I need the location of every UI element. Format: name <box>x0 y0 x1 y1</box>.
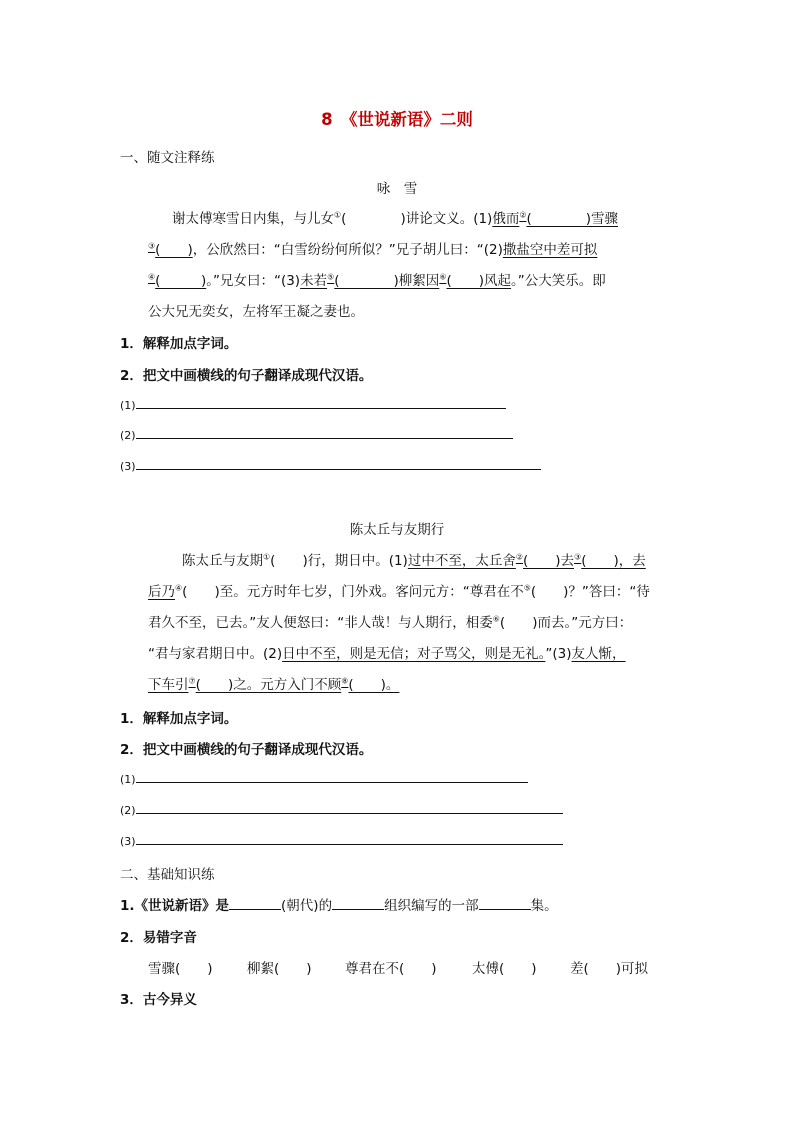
passage-line: 下车引⑦( )之。元方入门不顾⑧( )。 <box>148 676 400 693</box>
answer-line[interactable]: (2) <box>120 801 563 818</box>
passage-line: 谢太傅寒雪日内集，与儿女①( )讲论文义。(1)俄而②( )雪骤 <box>172 210 619 227</box>
passage-line: 公大兄无奕女，左将军王凝之妻也。 <box>148 304 364 320</box>
pronunciation-item: 柳絮( ) <box>247 961 312 977</box>
pronunciation-item: 太傅( ) <box>472 961 537 977</box>
pronunciation-item: 雪骤( ) <box>148 961 213 977</box>
question: 1．解释加点字词。 <box>120 336 238 352</box>
fill-blank[interactable] <box>332 897 384 910</box>
passage-line: ③( )，公欣然曰：“白雪纷纷何所似？”兄子胡儿曰：“(2)撒盐空中差可拟 <box>148 241 598 258</box>
question: 2．把文中画横线的句子翻译成现代汉语。 <box>120 742 373 758</box>
answer-line[interactable]: (2) <box>120 426 513 443</box>
passage-line: “君与家君期日中。(2)日中不至，则是无信；对子骂父，则是无礼。”(3)友人惭， <box>148 646 626 662</box>
passage-line: ④( )。”兄女曰：“(3)未若⑤( )柳絮因⑥( )风起。”公大笑乐。即 <box>148 272 606 289</box>
fill-blank[interactable] <box>229 897 281 910</box>
question: 2．易错字音 <box>120 930 197 946</box>
answer-line[interactable]: (3) <box>120 832 563 849</box>
pronunciation-item: 尊君在不( ) <box>345 961 437 977</box>
passage-line: 陈太丘与友期①( )行，期日中。(1)过中不至，太丘舍②( )去③( )，去 <box>182 552 646 569</box>
text-heading: 咏 雪 <box>376 181 418 197</box>
passage-line: 后乃④( )至。元方时年七岁，门外戏。客问元方：“尊君在不⑤( )？”答曰：“待 <box>148 583 650 600</box>
question: 3．古今异义 <box>120 992 197 1008</box>
question: 2．把文中画横线的句子翻译成现代汉语。 <box>120 368 373 384</box>
pronunciation-item: 差( )可拟 <box>570 961 649 977</box>
section-heading: 一、随文注释练 <box>120 150 215 166</box>
question: 1．解释加点字词。 <box>120 711 238 727</box>
question: 1.《世说新语》是 (朝代)的 组织编写的一部 集。 <box>120 898 558 914</box>
fill-blank[interactable] <box>479 897 531 910</box>
answer-line[interactable]: (3) <box>120 457 541 474</box>
section-heading: 二、基础知识练 <box>120 867 215 883</box>
answer-line[interactable]: (1) <box>120 770 528 787</box>
text-heading: 陈太丘与友期行 <box>349 522 445 538</box>
passage-line: 君久不至，已去。”友人便怒曰：“非人哉！与人期行，相委⑥( )而去。”元方曰： <box>148 614 633 631</box>
page-title: 8 《世说新语》二则 <box>321 110 473 129</box>
answer-line[interactable]: (1) <box>120 396 506 413</box>
